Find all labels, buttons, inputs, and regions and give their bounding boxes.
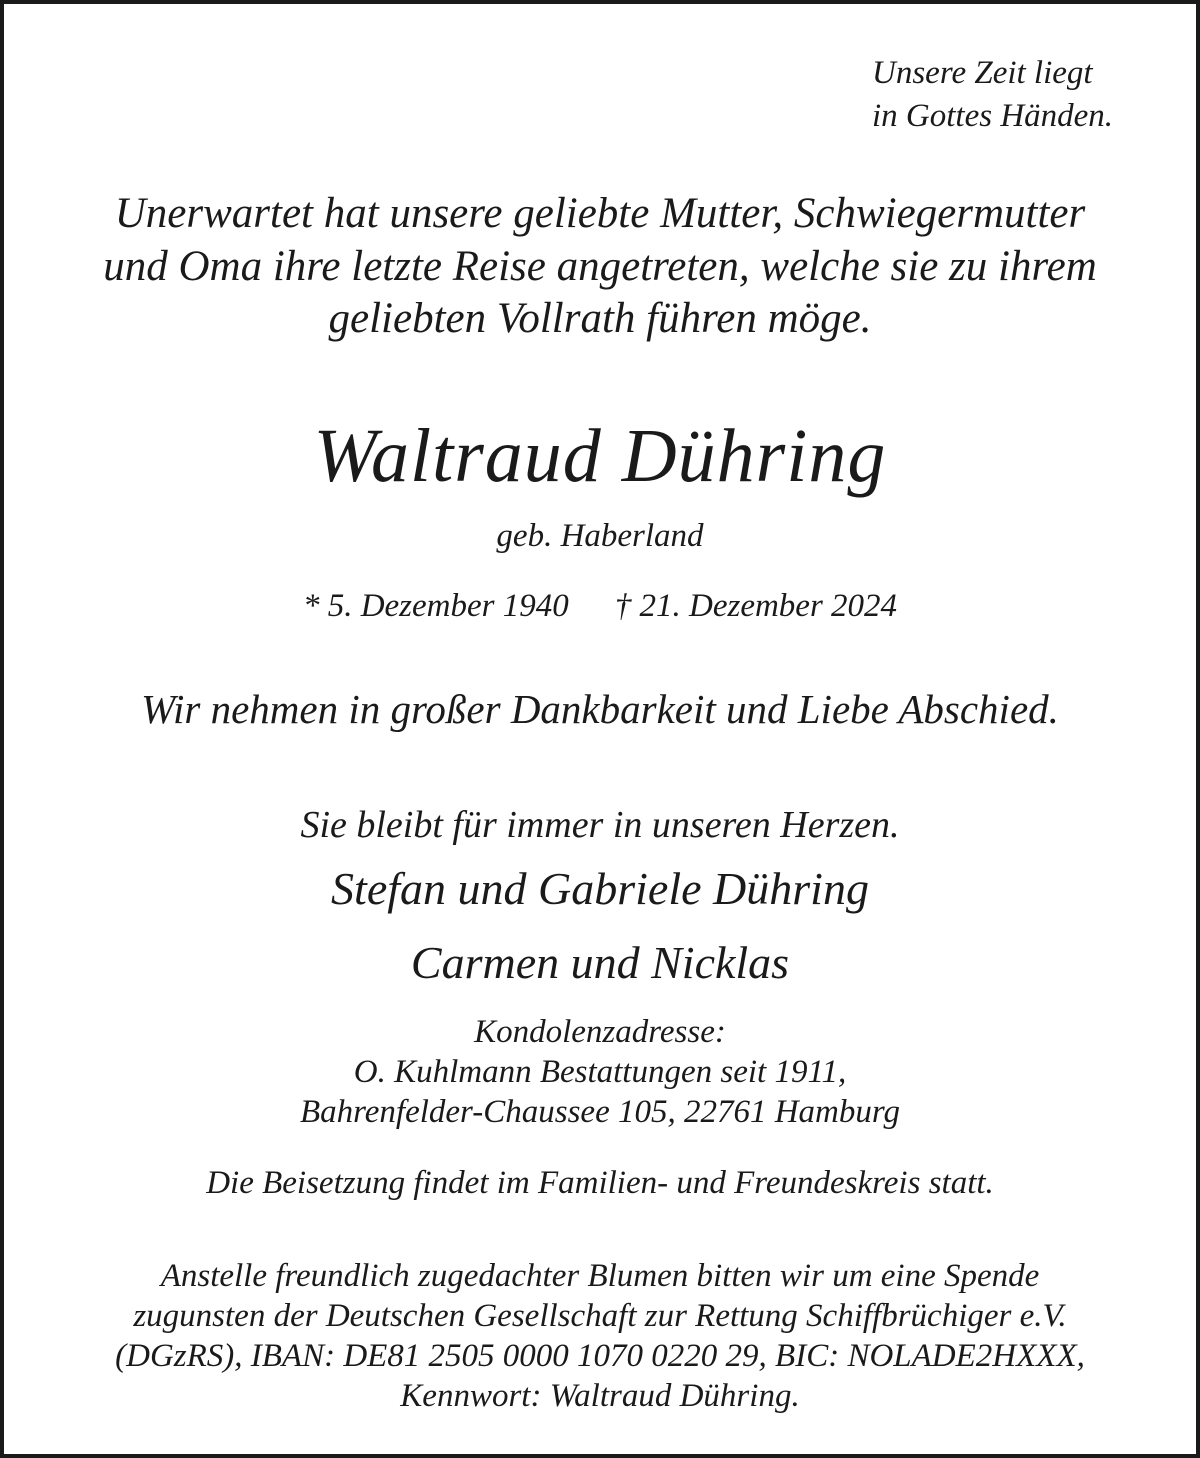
motto <box>872 52 1113 138</box>
life-dates <box>0 590 1200 623</box>
birth-name: geb. Haberland <box>496 518 704 554</box>
motto-line-1: Unsere Zeit liegt <box>872 55 1093 91</box>
intro-line-3: geliebten Vollrath führen möge. <box>328 295 872 342</box>
condolence-line-2: Bahrenfelder-Chaussee 105, 22761 Hamburg <box>300 1094 900 1130</box>
deceased-name: Waltraud Dühring <box>313 414 887 498</box>
heart-line: Sie bleibt für immer in unseren Herzen. <box>300 804 900 846</box>
family-line-2: Carmen und Nicklas <box>410 937 790 988</box>
death-date: † 21. Dezember 2024 <box>614 588 898 624</box>
intro-line-2: und Oma ihre letzte Reise angetreten, welche sie zu ihrem <box>103 243 1097 290</box>
motto-line-2: in Gottes Händen. <box>872 98 1114 134</box>
donation-line-4: Kennwort: Waltraud Dühring. <box>400 1378 800 1414</box>
family-line-1: Stefan und Gabriele Dühring <box>331 863 869 914</box>
farewell-line: Wir nehmen in großer Dankbarkeit und Liebe Abschied. <box>141 686 1059 732</box>
condolence-line-1: O. Kuhlmann Bestattungen seit 1911, <box>353 1054 847 1090</box>
condolence-label: Kondolenzadresse: <box>474 1014 726 1050</box>
donation-line-1: Anstelle freundlich zugedachter Blumen bitten wir um eine Spende <box>160 1258 1040 1294</box>
donation-line-2: zugunsten der Deutschen Gesellschaft zur Rettung Schiffbrüchiger e.V. <box>133 1298 1067 1334</box>
funeral-note: Die Beisetzung findet im Familien- und Freundeskreis statt. <box>206 1165 994 1201</box>
birth-date: * 5. Dezember 1940 <box>302 588 569 624</box>
donation-line-3: (DGzRS), IBAN: DE81 2505 0000 1070 0220 29, BIC: NOLADE2HXXX, <box>115 1338 1085 1374</box>
intro-line-1: Unerwartet hat unsere geliebte Mutter, Schwiegermutter <box>114 190 1086 237</box>
